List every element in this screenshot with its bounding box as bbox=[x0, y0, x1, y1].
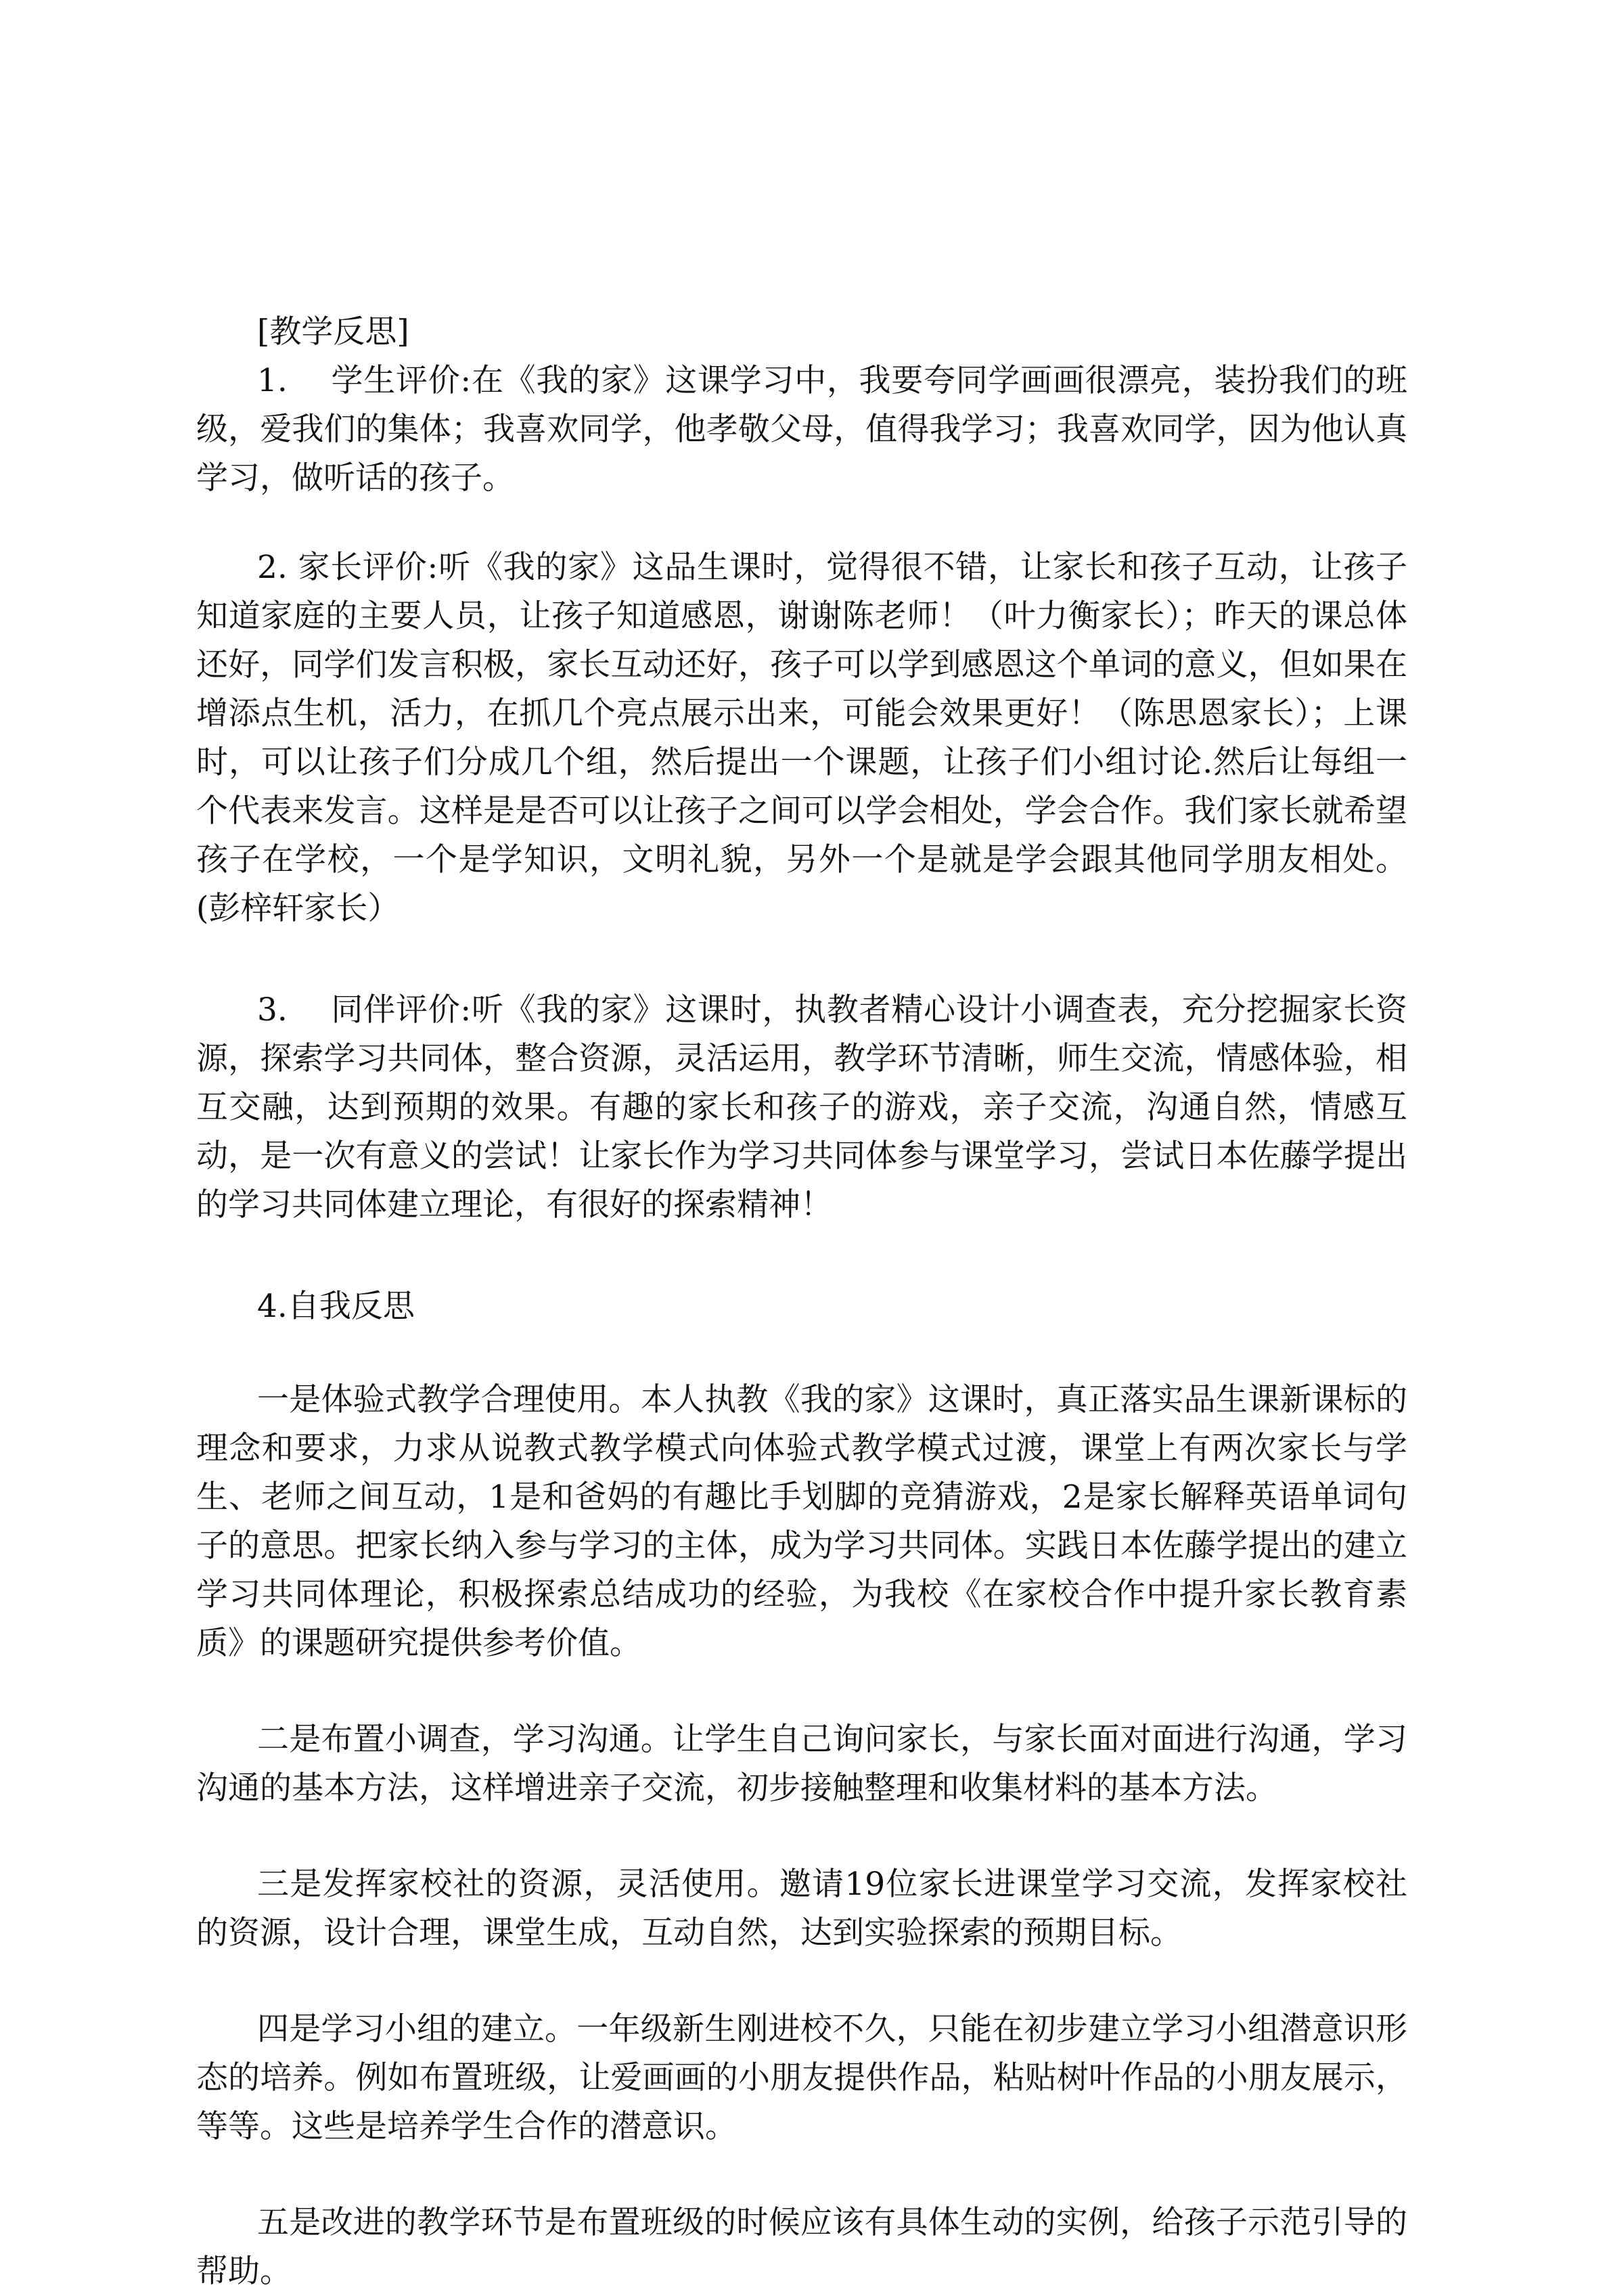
item-text: 学生评价:在《我的家》这课学习中，我要夸同学画画很漂亮，装扮我们的班级，爱我们的集体；我喜欢同学，他孝敬父母，值得我学习；我喜欢同学，因为他认真学习，做听话的孩子。 bbox=[196, 362, 1407, 497]
reflection-paragraph: 二是布置小调查，学习沟通。让学生自己询问家长，与家长面对面进行沟通，学习沟通的基本方法，这样增进亲子交流，初步接触整理和收集材料的基本方法。 bbox=[196, 1721, 1407, 1807]
reflection-paragraph: 一是体验式教学合理使用。本人执教《我的家》这课时，真正落实品生课新课标的理念和要求，力求从说教式教学模式向体验式教学模式过渡，课堂上有两次家长与学生、老师之间互动，1是和爸妈的有趣比手划脚的竞猜游戏，2是家长解释英语单词句子的意思。把家长纳入参与学习的主体，成为学习共同体。实践日本佐藤学提出的建立学习共同体理论，积极探索总结成功的经验，为我校《在家校合作中提升家长教育素质》的课题研究提供参考价值。 bbox=[196, 1381, 1407, 1662]
section-heading: [教学反思] bbox=[257, 313, 409, 351]
item-peer-evaluation bbox=[196, 986, 1407, 1230]
item-text: 同伴评价:听《我的家》这课时，执教者精心设计小调查表，充分挖掘家长资源，探索学习共同体，整合资源，灵活运用，教学环节清晰，师生交流，情感体验，相互交融，达到预期的效果。有趣的家长和孩子的游戏，亲子交流，沟通自然，情感互动，是一次有意义的尝试！让家长作为学习共同体参与课堂学习，尝试日本佐藤学提出的学习共同体建立理论，有很好的探索精神！ bbox=[196, 991, 1407, 1223]
item-number: 2. bbox=[257, 549, 288, 586]
reflection-paragraph: 四是学习小组的建立。一年级新生刚进校不久，只能在初步建立学习小组潜意识形态的培养。例如布置班级，让爱画画的小朋友提供作品，粘贴树叶作品的小朋友展示，等等。这些是培养学生合作的潜意识。 bbox=[196, 2010, 1407, 2145]
reflection-paragraph: 三是发挥家校社的资源，灵活使用。邀请19位家长进课堂学习交流，发挥家校社的资源，设计合理，课堂生成，互动自然，达到实验探索的预期目标。 bbox=[196, 1866, 1407, 1952]
item-number: 3. bbox=[257, 991, 288, 1029]
item-student-evaluation bbox=[196, 357, 1407, 503]
item-number: 1. bbox=[257, 362, 288, 399]
item-text: 家长评价:听《我的家》这品生课时，觉得很不错，让家长和孩子互动，让孩子知道家庭的主要人员，让孩子知道感恩，谢谢陈老师！（叶力衡家长）；昨天的课总体还好，同学们发言积极，家长互动还好，孩子可以学到感恩这个单词的意义，但如果在增添点生机，活力，在抓几个亮点展示出来，可能会效果更好！（陈思恩家长）；上课时，可以让孩子们分成几个组，然后提出一个课题，让孩子们小组讨论.然后让每组一个代表来发言。这样是是否可以让孩子之间可以学会相处，学会合作。我们家长就希望孩子在学校，一个是学知识，文明礼貌，另外一个是就是学会跟其他同学朋友相处。(彭梓轩家长） bbox=[196, 549, 1407, 927]
self-reflection-label: 4.自我反思 bbox=[257, 1288, 415, 1325]
reflection-paragraph: 五是改进的教学环节是布置班级的时候应该有具体生动的实例，给孩子示范引导的帮助。 bbox=[196, 2204, 1407, 2290]
document-body bbox=[196, 308, 1407, 2296]
item-parent-evaluation bbox=[196, 543, 1407, 933]
